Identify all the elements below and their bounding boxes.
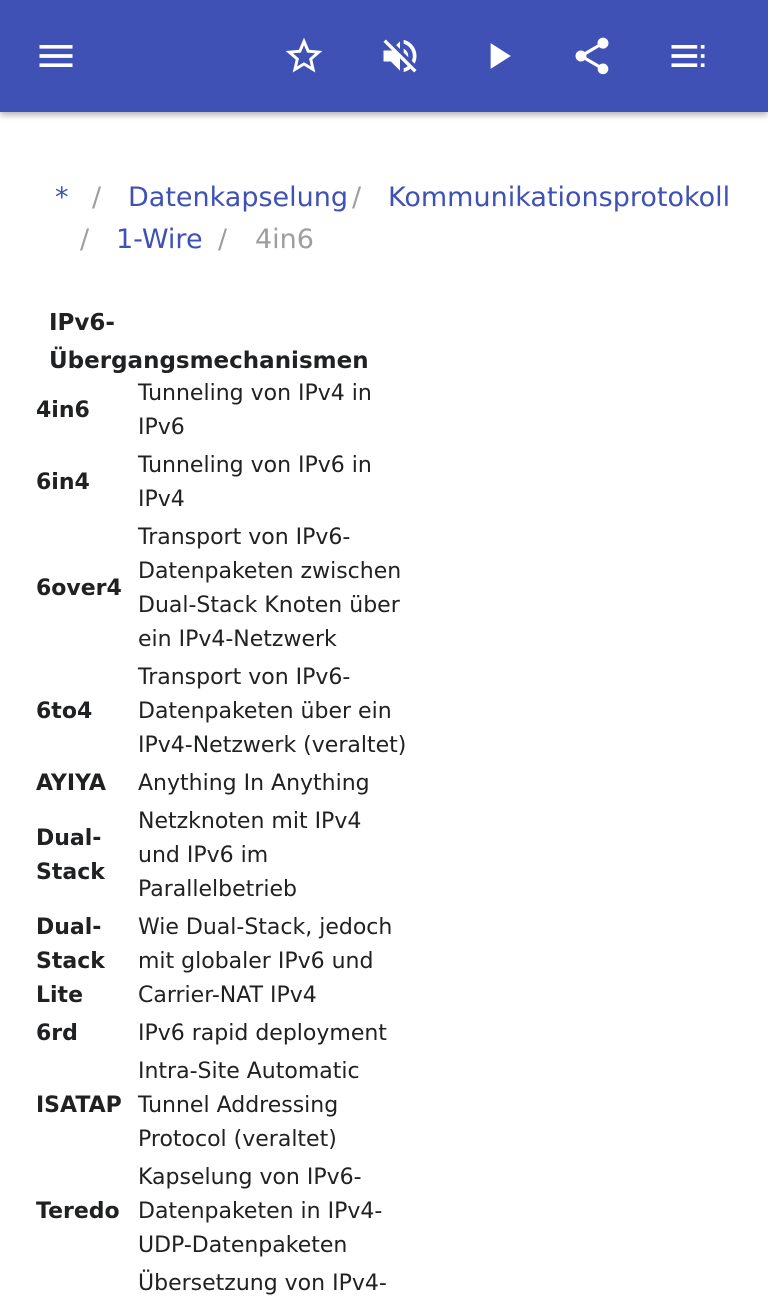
row-term-link[interactable]: Dual-Stack Lite (36, 915, 105, 1008)
breadcrumb-item-kommunikationsprotokoll[interactable]: Kommunikationsprotokoll (388, 182, 731, 213)
row-description: Transport von IPv6-Datenpaketen zwischen Dual-Stack Knoten über ein IPv4-Netzwerk (138, 525, 402, 652)
breadcrumb-item-datenkapselung[interactable]: Datenkapselung (128, 182, 349, 213)
menu-icon (34, 34, 78, 78)
row-term-link[interactable]: 6to4 (36, 699, 93, 724)
row-description: Anything In Anything (138, 771, 370, 796)
table-row (36, 377, 416, 445)
table-row (36, 1017, 416, 1051)
table-row (36, 661, 416, 763)
share-button[interactable] (560, 24, 624, 88)
infobox-title: IPv6-Übergangsmechanismen (49, 310, 369, 374)
breadcrumb-separator: / (352, 182, 362, 213)
row-term-link[interactable]: AYIYA (36, 771, 106, 796)
breadcrumb-separator: / (218, 224, 228, 255)
table-row (36, 1267, 416, 1301)
contents-button[interactable] (656, 24, 720, 88)
row-term-link[interactable]: Dual-Stack (36, 826, 105, 885)
bookmark-button[interactable] (272, 24, 336, 88)
breadcrumb-item-1-wire[interactable]: 1-Wire (116, 224, 203, 255)
row-description: Tunneling von IPv6 in IPv4 (138, 453, 372, 512)
mute-button[interactable] (368, 24, 432, 88)
table-row (36, 1161, 416, 1263)
row-description: Tunneling von IPv4 in IPv6 (138, 381, 372, 440)
table-row (36, 1055, 416, 1157)
row-description: Netzknoten mit IPv4 und IPv6 im Parallelbetrieb (138, 809, 362, 902)
breadcrumb-item-home[interactable]: * (55, 182, 69, 213)
row-term-link[interactable]: 6rd (36, 1021, 78, 1046)
row-description: Transport von IPv6-Datenpaketen über ein IPv4-Netzwerk (veraltet) (138, 665, 407, 758)
volume-off-icon (378, 34, 422, 78)
row-description: Wie Dual-Stack, jedoch mit globaler IPv6 und Carrier-NAT IPv4 (138, 915, 393, 1008)
row-description: IPv6 rapid deployment (138, 1021, 387, 1046)
table-row (36, 767, 416, 801)
row-term-link[interactable]: 6in4 (36, 470, 90, 495)
breadcrumb-separator: / (80, 224, 90, 255)
row-description: Kapselung von IPv6-Datenpaketen in IPv4-UDP-Datenpaketen (138, 1165, 383, 1258)
row-description: Intra-Site Automatic Tunnel Addressing Protocol (veraltet) (138, 1059, 360, 1152)
row-description: Übersetzung von IPv4- (138, 1271, 387, 1296)
table-row (36, 449, 416, 517)
breadcrumb-separator: / (92, 182, 102, 213)
table-row (36, 805, 416, 907)
breadcrumb (0, 112, 768, 272)
article-content (0, 112, 768, 1296)
row-term-link[interactable]: 4in6 (36, 398, 90, 423)
play-button[interactable] (466, 24, 530, 88)
table-row (36, 521, 416, 657)
infobox-table (36, 377, 416, 1305)
app-toolbar (0, 0, 768, 112)
row-term-link[interactable]: ISATAP (36, 1093, 122, 1118)
row-term-link[interactable]: Teredo (36, 1199, 120, 1224)
play-icon (476, 34, 520, 78)
star-outline-icon (282, 34, 326, 78)
menu-button[interactable] (24, 24, 88, 88)
breadcrumb-current: 4in6 (255, 224, 314, 255)
playlist-icon (666, 34, 710, 78)
row-term-link[interactable]: 6over4 (36, 576, 122, 601)
table-row (36, 911, 416, 1013)
share-icon (570, 34, 614, 78)
